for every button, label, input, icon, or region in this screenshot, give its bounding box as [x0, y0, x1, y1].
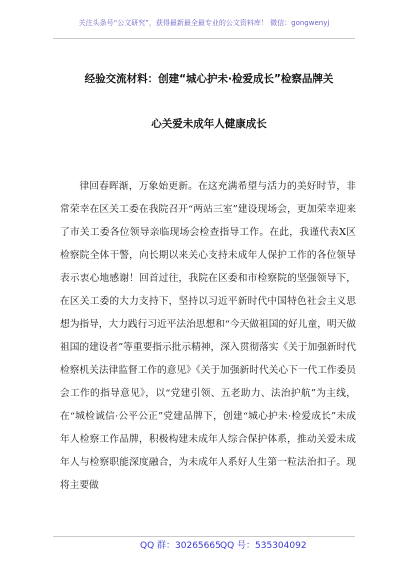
- footer-qq-group: QQ 群：30265665: [140, 541, 221, 551]
- document-title-line-1: 经验交流材料：创建“城心护未·检爱成长”检察品牌关: [84, 73, 334, 85]
- footer: [0, 538, 408, 552]
- document-body: [60, 175, 356, 497]
- document-title-line-2: 心关爱未成年人健康成长: [151, 118, 267, 130]
- footer-qq-number: QQ 号：535304092: [220, 541, 307, 551]
- footer-divider: [53, 536, 355, 537]
- header-divider: [53, 38, 355, 39]
- body-paragraph: 律回春晖渐，万象始更新。在这充满希望与活力的美好时节，非常荣幸在区关工委在我院召开“两站三室”建设现场会，更加荣幸迎来了市关工委各位领导亲临现场会检查指导工作。在此，我谨代表X区检察院全体干警，向长期以来关心支持未成年人保护工作的各位领导表示衷心地感谢！回首过往，我院在区委和市检察院的坚强领导下，在区关工委的大力支持下，坚持以习近平新时代中国特色社会主义思想为指导，大力践行习近平法治思想和“今天做祖国的好儿童，明天做祖国的建设者”等重要指示批示精神，深入贯彻落实《关于加强新时代检察机关法律监督工作的意见》《关于加强新时代关心下一代工作委员会工作的指导意见》，以“党建引领、五老助力、法治护航”为主线，在“城检诚信·公平公正”党建品牌下，创建“城心护未·检爱成长”未成年人检察工作品牌，积极构建未成年人综合保护体系，推动关爱未成年人与检察职能深度融合，为未成年人系好人生第一粒法治扣子。现将主要做: [60, 181, 356, 491]
- top-banner: 关注头条号“公文研究”，获得最新最全最专业的公文资料库！ 微信：gongwenyj: [78, 19, 330, 27]
